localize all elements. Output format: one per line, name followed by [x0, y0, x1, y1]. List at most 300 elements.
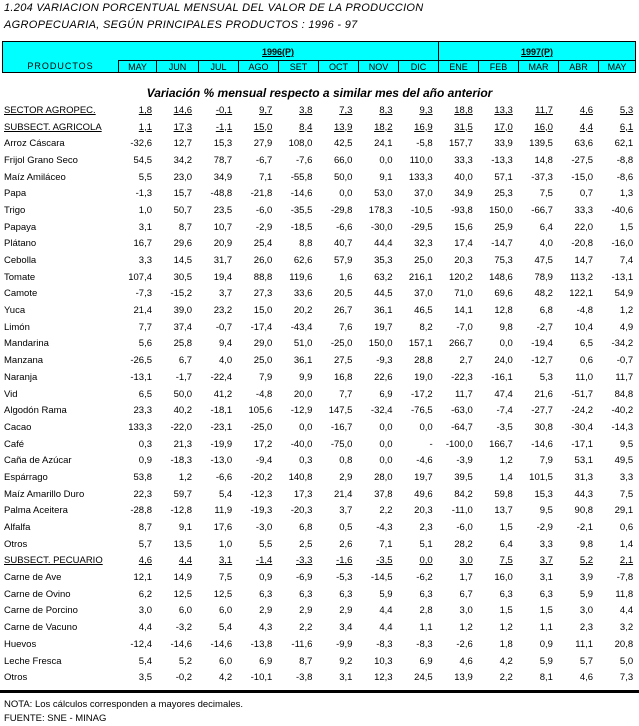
header-month: DIC	[398, 60, 438, 73]
row-label: Carne de Ave	[4, 572, 62, 584]
value-cell: 23,5	[213, 204, 233, 216]
value-cell: 0,6	[619, 522, 634, 534]
value-cell: -2,6	[456, 638, 473, 650]
value-cell: 20,3	[454, 255, 473, 267]
value-cell: 33,9	[494, 138, 513, 150]
value-cell: -32,4	[370, 405, 393, 417]
value-cell: 0,0	[379, 421, 393, 433]
value-cell: 1,6	[339, 271, 353, 283]
value-cell: 3,0	[459, 605, 473, 617]
table-row	[2, 102, 636, 119]
value-cell: 4,6	[579, 672, 594, 684]
value-cell: 6,0	[218, 655, 233, 667]
value-cell: -25,0	[250, 421, 273, 433]
value-cell: -93,8	[451, 204, 473, 216]
value-cell: 4,6	[579, 104, 594, 116]
row-label: Cebolla	[4, 255, 37, 267]
value-cell: -3,2	[175, 622, 193, 634]
value-cell: -29,5	[411, 221, 433, 233]
value-cell: 9,3	[419, 104, 433, 116]
value-cell: 22,3	[133, 488, 152, 500]
value-cell: -29,8	[330, 204, 353, 216]
value-cell: -30,4	[571, 421, 594, 433]
value-cell: 3,8	[299, 104, 313, 116]
table-row	[2, 386, 636, 403]
value-cell: -1,4	[255, 555, 273, 567]
value-cell: -9,3	[376, 355, 393, 367]
value-cell: 3,1	[339, 672, 353, 684]
value-cell: 62,1	[614, 138, 634, 150]
value-cell: 2,9	[339, 471, 353, 483]
value-cell: 16,7	[133, 238, 152, 250]
value-cell: 10,7	[213, 221, 233, 233]
value-cell: -22,0	[170, 421, 193, 433]
value-cell: 23,0	[173, 171, 193, 183]
value-cell: -40,2	[611, 405, 634, 417]
value-cell: 2,3	[419, 522, 433, 534]
value-cell: 5,6	[138, 338, 152, 350]
value-cell: 2,6	[339, 538, 353, 550]
table-row	[2, 286, 636, 303]
note-text: NOTA: Los cálculos corresponden a mayores decimales.	[4, 699, 244, 710]
value-cell: 11,9	[214, 505, 233, 517]
value-cell: 19,7	[374, 321, 393, 333]
value-cell: 29,1	[614, 505, 634, 517]
value-cell: -75,0	[330, 438, 353, 450]
value-cell: 53,0	[374, 188, 393, 200]
row-label: Palma Aceitera	[4, 505, 68, 517]
value-cell: -30,0	[370, 221, 393, 233]
value-cell: 0,0	[379, 154, 393, 166]
row-label: Cacao	[4, 421, 32, 433]
value-cell: 15,3	[534, 488, 553, 500]
value-cell: 33,3	[454, 154, 473, 166]
value-cell: 14,1	[454, 305, 473, 317]
value-cell: -27,7	[531, 405, 553, 417]
header-month: MAY	[598, 60, 635, 73]
value-cell: 216,1	[408, 271, 433, 283]
value-cell: 3,9	[579, 572, 594, 584]
value-cell: 8,4	[299, 121, 313, 133]
value-cell: 40,2	[173, 405, 193, 417]
value-cell: 24,1	[374, 138, 393, 150]
value-cell: 21,4	[333, 488, 353, 500]
value-cell: 20,8	[614, 638, 634, 650]
value-cell: 4,4	[619, 605, 634, 617]
value-cell: 3,7	[539, 555, 553, 567]
value-cell: -6,2	[416, 572, 433, 584]
value-cell: 27,9	[253, 138, 273, 150]
value-cell: -8,6	[616, 171, 634, 183]
row-label: Papaya	[4, 221, 37, 233]
row-label: SUBSECT. PECUARIO	[4, 555, 103, 567]
value-cell: -48,8	[210, 188, 233, 200]
value-cell: 2,9	[299, 605, 313, 617]
value-cell: 22,0	[574, 221, 594, 233]
value-cell: 2,2	[299, 622, 313, 634]
value-cell: 14,5	[173, 255, 193, 267]
value-cell: 11,7	[454, 388, 473, 400]
value-cell: -13,0	[210, 455, 233, 467]
table-row	[2, 569, 636, 586]
value-cell: -12,8	[170, 505, 193, 517]
value-cell: 6,8	[539, 305, 553, 317]
value-cell: 13,5	[173, 538, 193, 550]
value-cell: 6,7	[459, 588, 473, 600]
value-cell: -17,2	[411, 388, 433, 400]
value-cell: 5,7	[138, 538, 152, 550]
value-cell: 1,2	[499, 622, 513, 634]
value-cell: 59,7	[173, 488, 193, 500]
value-cell: 6,3	[259, 588, 273, 600]
value-cell: 30,5	[173, 271, 193, 283]
value-cell: 15,3	[213, 138, 233, 150]
value-cell: 6,4	[539, 221, 553, 233]
table-row	[2, 519, 636, 536]
value-cell: 3,7	[218, 288, 233, 300]
value-cell: -23,1	[210, 421, 233, 433]
row-label: Espárrago	[4, 471, 48, 483]
table-row	[2, 152, 636, 169]
value-cell: 11,7	[535, 104, 553, 116]
value-cell: -14,6	[210, 638, 233, 650]
value-cell: 8,3	[379, 104, 393, 116]
value-cell: 5,7	[579, 655, 594, 667]
value-cell: 6,9	[259, 655, 273, 667]
value-cell: 2,2	[379, 505, 393, 517]
value-cell: 9,9	[299, 371, 313, 383]
value-cell: 8,7	[138, 522, 152, 534]
value-cell: -0,7	[215, 321, 233, 333]
value-cell: 4,4	[379, 622, 393, 634]
value-cell: 16,0	[534, 121, 553, 133]
table-row	[2, 135, 636, 152]
value-cell: -28,8	[130, 505, 152, 517]
value-cell: 3,3	[138, 255, 152, 267]
value-cell: 30,8	[534, 421, 553, 433]
row-label: Mandarina	[4, 338, 49, 350]
value-cell: -14,6	[170, 638, 193, 650]
value-cell: 7,3	[619, 672, 634, 684]
value-cell: 20,2	[293, 305, 313, 317]
value-cell: -0,2	[175, 672, 193, 684]
value-cell: 5,1	[419, 538, 433, 550]
value-cell: -15,0	[571, 171, 594, 183]
value-cell: 7,6	[339, 321, 353, 333]
table-title-line-1: 1.204 VARIACION PORCENTUAL MENSUAL DEL VALOR DE LA PRODUCCION	[4, 2, 424, 14]
value-cell: 6,5	[138, 388, 152, 400]
value-cell: -6,0	[456, 522, 473, 534]
value-cell: 13,3	[494, 104, 513, 116]
section-subtitle: Variación % mensual respecto a similar mes del año anterior	[146, 86, 493, 100]
header-month: JUL	[198, 60, 238, 73]
value-cell: 14,7	[574, 255, 594, 267]
value-cell: 20,0	[293, 388, 313, 400]
value-cell: 7,7	[138, 321, 152, 333]
value-cell: 63,2	[374, 271, 393, 283]
value-cell: 34,9	[213, 171, 233, 183]
table-row	[2, 669, 636, 686]
value-cell: 26,0	[253, 255, 273, 267]
row-label: Algodón Rama	[4, 405, 67, 417]
value-cell: 6,0	[218, 605, 233, 617]
value-cell: 19,4	[213, 271, 233, 283]
value-cell: -34,2	[611, 338, 634, 350]
value-cell: -7,0	[456, 321, 473, 333]
value-cell: 0,0	[379, 438, 393, 450]
value-cell: 21,3	[173, 438, 193, 450]
value-cell: 16,0	[494, 572, 513, 584]
value-cell: 34,9	[454, 188, 473, 200]
row-label: Trigo	[4, 204, 26, 216]
value-cell: 12,5	[173, 588, 193, 600]
table-row	[2, 202, 636, 219]
value-cell: 4,4	[579, 121, 594, 133]
value-cell: 14,9	[173, 572, 193, 584]
value-cell: 23,3	[133, 405, 152, 417]
value-cell: -13,8	[250, 638, 273, 650]
header-month: JUN	[156, 60, 198, 73]
value-cell: -20,3	[290, 505, 313, 517]
value-cell: 2,9	[339, 605, 353, 617]
row-label: SUBSECT. AGRICOLA	[4, 121, 102, 133]
value-cell: 6,3	[299, 588, 313, 600]
value-cell: 9,5	[539, 505, 553, 517]
value-cell: 1,4	[619, 538, 634, 550]
value-cell: 15,0	[253, 121, 273, 133]
value-cell: 32,3	[414, 238, 433, 250]
header-year-1996: 1996(P)	[261, 47, 295, 57]
row-label: Leche Fresca	[4, 655, 62, 667]
table-row	[2, 352, 636, 369]
value-cell: -3,5	[496, 421, 513, 433]
value-cell: -13,3	[491, 154, 513, 166]
header-month: ENE	[438, 60, 478, 73]
value-cell: -3,5	[376, 555, 393, 567]
value-cell: 166,7	[489, 438, 513, 450]
value-cell: 29,6	[173, 238, 193, 250]
value-cell: -10,5	[411, 204, 433, 216]
value-cell: -11,0	[451, 505, 473, 517]
value-cell: 157,7	[448, 138, 473, 150]
value-cell: 8,7	[299, 655, 313, 667]
value-cell: -21,8	[250, 188, 273, 200]
value-cell: -18,1	[210, 405, 233, 417]
value-cell: -12,9	[290, 405, 313, 417]
value-cell: -7,6	[296, 154, 313, 166]
value-cell: 19,0	[414, 371, 433, 383]
value-cell: 150,0	[368, 338, 393, 350]
row-label: Arroz Cáscara	[4, 138, 65, 150]
value-cell: 113,2	[569, 271, 594, 283]
value-cell: 69,6	[494, 288, 513, 300]
table-row	[2, 469, 636, 486]
value-cell: 2,5	[299, 538, 313, 550]
value-cell: 6,1	[619, 121, 634, 133]
value-cell: 17,3	[293, 488, 313, 500]
row-label: SECTOR AGROPEC.	[4, 104, 96, 116]
value-cell: 78,9	[534, 271, 553, 283]
value-cell: 1,8	[499, 638, 513, 650]
row-label: Limón	[4, 321, 30, 333]
value-cell: 148,6	[489, 271, 513, 283]
value-cell: 4,4	[138, 622, 152, 634]
value-cell: -25,0	[330, 338, 353, 350]
value-cell: 41,2	[213, 388, 233, 400]
value-cell: 12,5	[213, 588, 233, 600]
value-cell: -4,3	[376, 522, 393, 534]
value-cell: -2,9	[536, 522, 553, 534]
row-label: Yuca	[4, 305, 26, 317]
value-cell: 4,9	[619, 321, 634, 333]
value-cell: 24,0	[494, 355, 513, 367]
value-cell: 17,0	[494, 121, 513, 133]
value-cell: 7,9	[259, 371, 273, 383]
value-cell: 49,5	[614, 455, 634, 467]
value-cell: 4,6	[138, 555, 152, 567]
value-cell: -1,1	[215, 121, 233, 133]
value-cell: 2,1	[619, 555, 634, 567]
value-cell: 6,9	[379, 388, 393, 400]
table-row	[2, 586, 636, 603]
value-cell: 15,6	[454, 221, 473, 233]
value-cell: 7,3	[339, 104, 353, 116]
value-cell: 157,1	[408, 338, 433, 350]
value-cell: 28,2	[454, 538, 473, 550]
value-cell: 1,0	[218, 538, 233, 550]
value-cell: 84,8	[614, 388, 634, 400]
value-cell: -1,7	[175, 371, 193, 383]
table-row	[2, 219, 636, 236]
table-row	[2, 236, 636, 253]
value-cell: 0,7	[579, 188, 594, 200]
value-cell: -40,0	[290, 438, 313, 450]
value-cell: -35,5	[290, 204, 313, 216]
value-cell: -11,6	[291, 638, 313, 650]
value-cell: 17,4	[454, 238, 473, 250]
value-cell: 0,3	[138, 438, 152, 450]
bottom-rule	[0, 690, 639, 693]
value-cell: 266,7	[448, 338, 473, 350]
table-row	[2, 636, 636, 653]
value-cell: 1,0	[138, 204, 152, 216]
value-cell: -22,4	[210, 371, 233, 383]
value-cell: -1,6	[336, 555, 353, 567]
value-cell: 10,3	[374, 655, 393, 667]
value-cell: 1,8	[138, 104, 152, 116]
value-cell: 31,5	[454, 121, 473, 133]
value-cell: -12,7	[531, 355, 553, 367]
value-cell: -0,1	[215, 104, 233, 116]
value-cell: 37,8	[374, 488, 393, 500]
value-cell: 47,5	[534, 255, 553, 267]
value-cell: -14,6	[531, 438, 553, 450]
value-cell: 19,7	[414, 471, 433, 483]
value-cell: 17,2	[253, 438, 273, 450]
row-label: Carne de Ovino	[4, 588, 71, 600]
value-cell: -4,6	[416, 455, 433, 467]
value-cell: 139,5	[529, 138, 553, 150]
value-cell: 36,1	[293, 355, 313, 367]
value-cell: 9,2	[339, 655, 353, 667]
row-label: Naranja	[4, 371, 38, 383]
value-cell: 50,0	[333, 171, 353, 183]
row-label: Café	[4, 438, 25, 450]
value-cell: 53,1	[574, 455, 594, 467]
row-label: Frijol Grano Seco	[4, 154, 78, 166]
value-cell: 7,9	[539, 455, 553, 467]
value-cell: 51,0	[293, 338, 313, 350]
table-row	[2, 119, 636, 136]
value-cell: 25,4	[253, 238, 273, 250]
value-cell: 107,4	[128, 271, 152, 283]
header-month: MAY	[118, 60, 156, 73]
value-cell: 44,3	[574, 488, 594, 500]
value-cell: -10,1	[250, 672, 273, 684]
value-cell: 1,2	[619, 305, 634, 317]
value-cell: 7,4	[619, 255, 634, 267]
row-label: Otros	[4, 672, 28, 684]
value-cell: -5,3	[336, 572, 353, 584]
value-cell: 7,1	[379, 538, 393, 550]
value-cell: 0,0	[419, 555, 433, 567]
header-month: NOV	[358, 60, 398, 73]
header-month: FEB	[478, 60, 518, 73]
value-cell: -100,0	[445, 438, 473, 450]
value-cell: 1,1	[539, 622, 553, 634]
value-cell: 110,0	[409, 154, 433, 166]
value-cell: 48,2	[534, 288, 553, 300]
value-cell: 28,0	[374, 471, 393, 483]
value-cell: -3,9	[456, 455, 473, 467]
value-cell: -9,4	[255, 455, 273, 467]
value-cell: 3,3	[539, 538, 553, 550]
value-cell: 14,6	[173, 104, 193, 116]
value-cell: 25,9	[494, 221, 513, 233]
source-text: FUENTE: SNE - MINAG	[4, 713, 107, 724]
value-cell: 7,5	[619, 488, 634, 500]
value-cell: 13,7	[494, 505, 513, 517]
value-cell: 75,3	[494, 255, 513, 267]
value-cell: 2,7	[459, 355, 473, 367]
header-month: OCT	[318, 60, 358, 73]
value-cell: -0,7	[616, 355, 634, 367]
value-cell: -6,0	[255, 204, 273, 216]
value-cell: 31,3	[574, 471, 594, 483]
value-cell: -7,3	[135, 288, 152, 300]
value-cell: 37,0	[414, 288, 433, 300]
value-cell: 133,3	[128, 421, 152, 433]
value-cell: 105,6	[248, 405, 273, 417]
value-cell: -2,1	[576, 522, 594, 534]
value-cell: 15,7	[173, 188, 193, 200]
value-cell: 5,5	[259, 538, 273, 550]
value-cell: 22,6	[374, 371, 393, 383]
value-cell: 1,5	[539, 605, 553, 617]
value-cell: -4,8	[255, 388, 273, 400]
value-cell: 26,7	[333, 305, 353, 317]
value-cell: 0,6	[579, 355, 594, 367]
value-cell: 66,0	[333, 154, 353, 166]
value-cell: -4,8	[576, 305, 594, 317]
value-cell: 0,0	[299, 421, 313, 433]
value-cell: 0,5	[339, 522, 353, 534]
value-cell: 1,1	[419, 622, 433, 634]
value-cell: 40,7	[333, 238, 353, 250]
value-cell: 5,0	[619, 655, 634, 667]
value-cell: -66,7	[531, 204, 553, 216]
table-row	[2, 536, 636, 553]
